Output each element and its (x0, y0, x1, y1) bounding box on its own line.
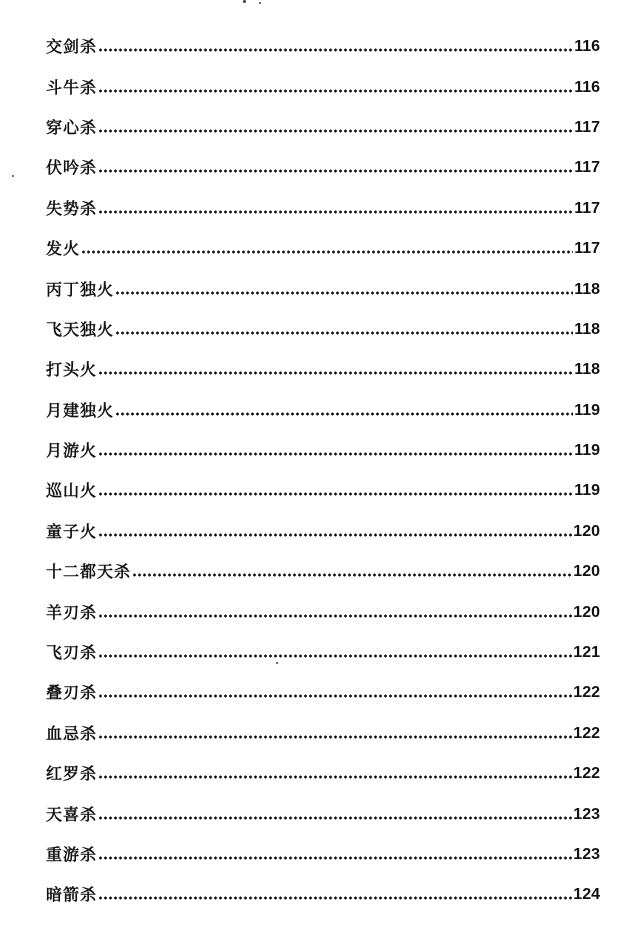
toc-entry-title: 交剑杀 (46, 37, 98, 57)
scan-speck (243, 0, 246, 3)
toc-entry-title: 发火 (46, 239, 81, 259)
dot-leader (98, 533, 572, 537)
dot-leader (98, 371, 573, 375)
toc-entry-page: 118 (574, 361, 600, 379)
toc-entry-page: 118 (574, 320, 600, 338)
toc-entry-page: 122 (573, 724, 600, 742)
toc-entry-title: 飞刃杀 (46, 643, 98, 663)
dot-leader (98, 210, 573, 214)
toc-entry[interactable] (46, 673, 600, 713)
toc-entry[interactable] (46, 875, 600, 915)
toc-entry[interactable] (46, 108, 600, 148)
dot-leader (98, 89, 573, 93)
dot-leader (98, 816, 572, 820)
toc-entry-title: 十二都天杀 (46, 562, 132, 582)
toc-entry-page: 117 (574, 199, 600, 217)
toc-entry-title: 血忌杀 (46, 723, 98, 743)
toc-entry-page: 123 (573, 805, 600, 823)
toc-entry-page: 117 (574, 240, 600, 258)
toc-entry-page: 123 (573, 846, 600, 863)
toc-entry-title: 羊刃杀 (46, 602, 98, 622)
toc-entry[interactable] (46, 148, 600, 188)
toc-entry[interactable] (46, 189, 600, 229)
dot-leader (98, 48, 573, 52)
toc-entry[interactable] (46, 431, 600, 471)
toc-entry-title: 暗箭杀 (46, 885, 98, 905)
toc-entry[interactable] (46, 633, 600, 673)
toc-entry-page: 122 (573, 684, 600, 702)
toc-entry[interactable] (46, 350, 600, 390)
dot-leader (98, 492, 573, 496)
toc-entry-title: 丙丁独火 (46, 279, 115, 299)
toc-entry-page: 120 (573, 603, 600, 621)
dot-leader (98, 694, 572, 698)
dot-leader (98, 614, 572, 618)
table-of-contents (46, 27, 600, 916)
toc-entry-title: 月建独火 (46, 400, 115, 420)
toc-entry[interactable] (46, 592, 600, 632)
toc-entry[interactable] (46, 754, 600, 794)
toc-entry-title: 打头火 (46, 360, 98, 380)
toc-entry-page: 119 (574, 442, 600, 460)
scan-speck (259, 2, 261, 4)
toc-entry-title: 天喜杀 (46, 804, 98, 824)
toc-entry-title: 穿心杀 (46, 117, 98, 137)
dot-leader (98, 896, 572, 900)
scan-speck (12, 175, 14, 177)
dot-leader (98, 129, 573, 133)
toc-entry-page: 116 (574, 38, 600, 56)
toc-entry-title: 飞天独火 (46, 319, 115, 339)
toc-entry[interactable] (46, 794, 600, 834)
dot-leader (98, 654, 572, 658)
toc-entry-page: 116 (574, 78, 600, 96)
toc-entry[interactable] (46, 512, 600, 552)
dot-leader (81, 250, 573, 254)
dot-leader (98, 452, 573, 456)
dot-leader (98, 775, 572, 779)
toc-entry-page: 117 (574, 118, 600, 136)
toc-entry[interactable] (46, 310, 600, 350)
toc-entry-title: 巡山火 (46, 481, 98, 501)
toc-entry[interactable] (46, 67, 600, 107)
toc-entry-title: 童子火 (46, 521, 98, 541)
dot-leader (98, 169, 573, 173)
toc-entry[interactable] (46, 229, 600, 269)
toc-entry-page: 119 (574, 401, 600, 419)
toc-entry-title: 重游杀 (46, 845, 98, 864)
toc-entry-title: 红罗杀 (46, 764, 98, 784)
toc-entry-page: 117 (574, 159, 600, 177)
dot-leader (115, 412, 573, 416)
toc-entry-title: 叠刃杀 (46, 683, 98, 703)
dot-leader (98, 735, 572, 739)
dot-leader (132, 573, 572, 577)
dot-leader (98, 856, 572, 860)
toc-entry[interactable] (46, 714, 600, 754)
toc-entry-page: 120 (573, 522, 600, 540)
toc-entry-page: 121 (573, 644, 600, 662)
toc-entry[interactable] (46, 835, 600, 875)
toc-entry-page: 122 (573, 765, 600, 783)
toc-entry[interactable] (46, 471, 600, 511)
toc-entry-title: 失势杀 (46, 198, 98, 218)
toc-entry-title: 伏吟杀 (46, 158, 98, 178)
toc-entry[interactable] (46, 269, 600, 309)
toc-entry-page: 124 (573, 886, 600, 904)
toc-entry-page: 120 (573, 563, 600, 581)
toc-entry[interactable] (46, 391, 600, 431)
toc-entry-page: 119 (574, 482, 600, 500)
toc-entry-page: 118 (574, 280, 600, 298)
toc-entry-title: 斗牛杀 (46, 77, 98, 97)
toc-entry[interactable] (46, 27, 600, 67)
toc-entry-title: 月游火 (46, 441, 98, 461)
dot-leader (115, 291, 573, 295)
dot-leader (115, 331, 573, 335)
toc-entry[interactable] (46, 552, 600, 592)
